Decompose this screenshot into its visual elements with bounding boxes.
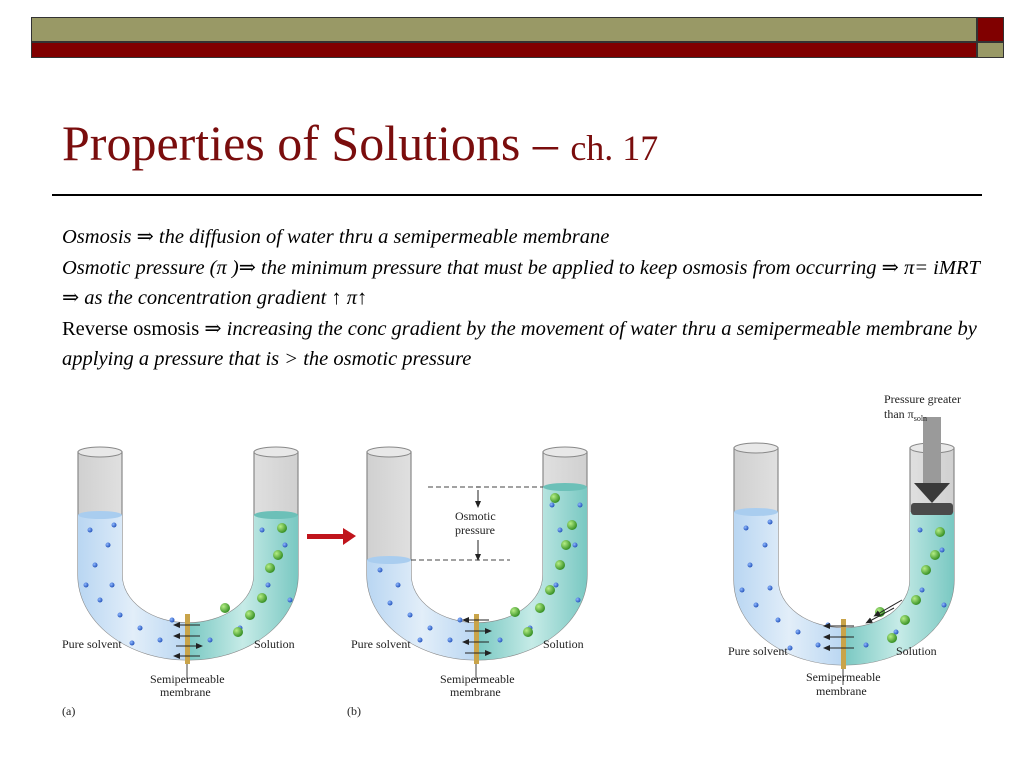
title-rule [52, 194, 982, 196]
label-b-osmotic-2: pressure [455, 523, 495, 537]
label-c-solution: Solution [896, 644, 937, 658]
panel-a [62, 447, 298, 718]
label-a-solution: Solution [254, 637, 295, 651]
label-c-pure-solvent: Pure solvent [728, 644, 788, 658]
piston [911, 503, 953, 515]
title-main: Properties of Solutions – [62, 115, 571, 171]
slide-title [62, 115, 659, 171]
label-a-membrane-2: membrane [160, 685, 211, 699]
header-square-red [977, 17, 1004, 42]
label-b-solution: Solution [543, 637, 584, 651]
reverse-osmosis-line [62, 314, 992, 375]
header-square-olive [977, 42, 1004, 58]
label-b-tag: (b) [347, 704, 361, 718]
header-bar-red [31, 42, 977, 58]
membrane-b [474, 614, 479, 664]
tube-c-solvent [734, 512, 844, 665]
reverse-osmosis-term: Reverse osmosis ⇒ [62, 317, 227, 340]
title-sub: ch. 17 [570, 128, 659, 168]
label-b-pure-solvent: Pure solvent [351, 637, 411, 651]
progression-arrow [307, 528, 356, 545]
header-bar-olive [31, 17, 977, 42]
pressure-arrow-shaft [923, 417, 941, 485]
label-b-osmotic-1: Osmotic [455, 509, 496, 523]
panel-c [728, 392, 961, 698]
label-c-membrane-1: Semipermeable [806, 670, 881, 684]
osmotic-pressure-line: Osmotic pressure (π )⇒ the minimum pressure that must be applied to keep osmosis from occurring ⇒ π= iMRT ⇒ as the concentration gradient ↑ π↑ [62, 256, 980, 309]
label-a-tag: (a) [62, 704, 76, 718]
reverse-osmosis-definition: increasing the conc gradient by the movement of water thru a semipermeable membrane by applying a pressure that is > the osmotic pressure [62, 317, 977, 370]
osmosis-figure [0, 380, 1024, 768]
label-a-pure-solvent: Pure solvent [62, 637, 122, 651]
slide-body [62, 222, 992, 375]
label-c-membrane-2: membrane [816, 684, 867, 698]
label-c-pressure-2: than $\pi_{soln}$ [884, 407, 928, 423]
label-c-pressure-1: Pressure greater [884, 392, 961, 406]
osmosis-line: Osmosis ⇒ the diffusion of water thru a semipermeable membrane [62, 226, 610, 248]
label-b-membrane-1: Semipermeable [440, 672, 515, 686]
label-b-membrane-2: membrane [450, 685, 501, 699]
panel-b [347, 447, 587, 718]
label-a-membrane-1: Semipermeable [150, 672, 225, 686]
